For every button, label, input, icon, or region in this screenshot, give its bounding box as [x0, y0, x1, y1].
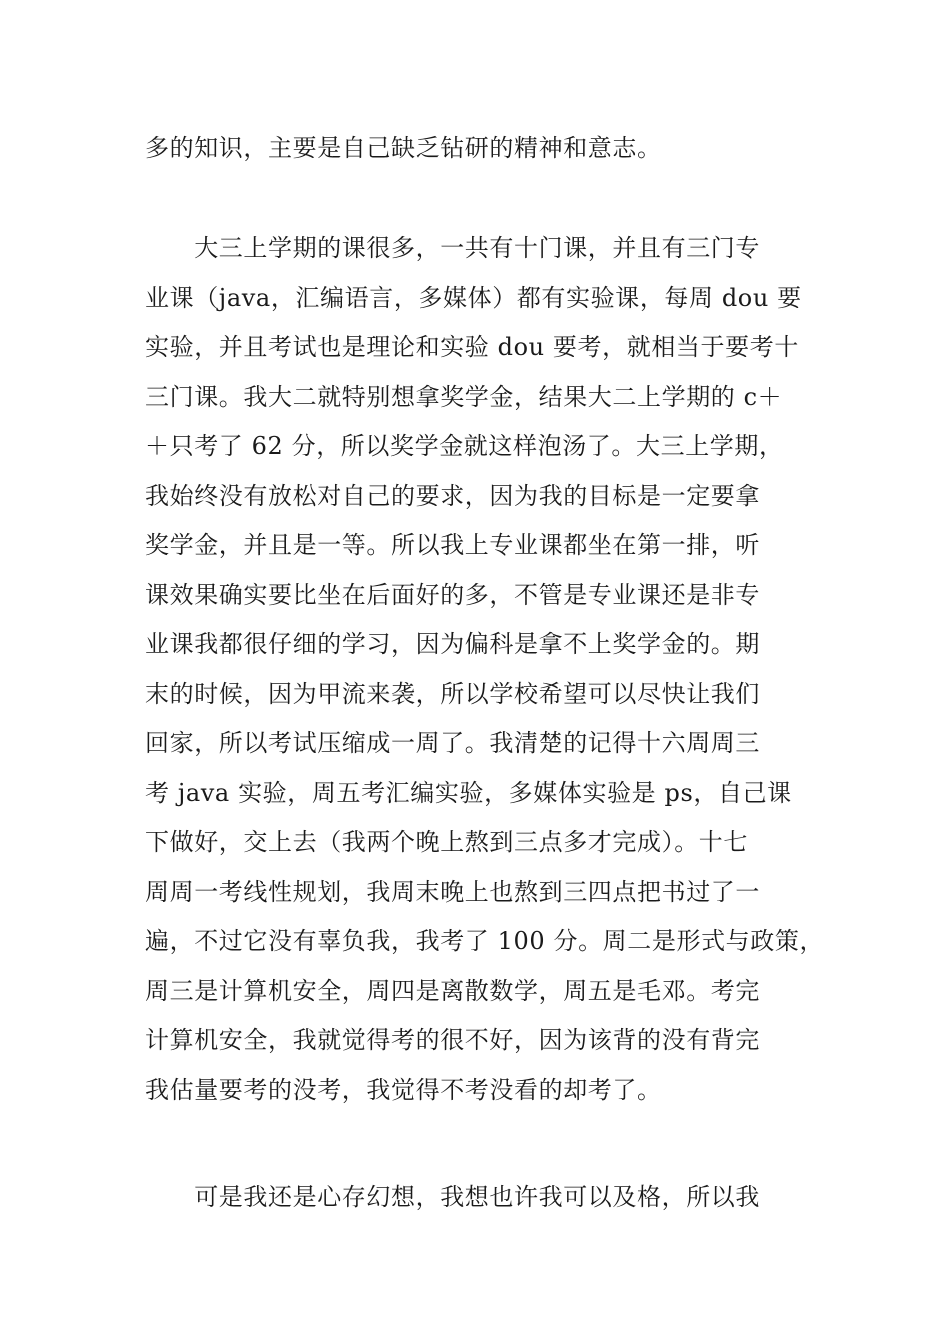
- text-line: 遍，不过它没有辜负我，我考了 100 分。周二是形式与政策，: [145, 927, 825, 955]
- text-line: 实验，并且考试也是理论和实验 dou 要考，就相当于要考十: [145, 333, 799, 361]
- text-line: 末的时候，因为甲流来袭，所以学校希望可以尽快让我们: [145, 679, 760, 708]
- text-line: 周周一考线性规划，我周末晚上也熬到三四点把书过了一: [145, 877, 760, 906]
- text-line: 业课我都很仔细的学习，因为偏科是拿不上奖学金的。期: [145, 630, 760, 658]
- text-line: 下做好，交上去（我两个晚上熬到三点多才完成）。十七: [145, 828, 748, 856]
- text-line: ＋只考了 62 分，所以奖学金就这样泡汤了。大三上学期，: [145, 432, 784, 460]
- text-line: 多的知识，主要是自己缺乏钻研的精神和意志。: [145, 134, 662, 162]
- text-line: 三门课。我大二就特别想拿奖学金，结果大二上学期的 c＋: [145, 382, 783, 411]
- text-line: 奖学金，并且是一等。所以我上专业课都坐在第一排，听: [145, 531, 760, 559]
- paragraph-2: [145, 224, 835, 1115]
- text-line: 业课（java，汇编语言，多媒体）都有实验课，每周 dou 要: [145, 283, 802, 312]
- text-line: 可是我还是心存幻想，我想也许我可以及格，所以我: [145, 1183, 760, 1211]
- paragraph-1: [145, 124, 835, 174]
- text-line: 我始终没有放松对自己的要求，因为我的目标是一定要拿: [145, 481, 760, 510]
- text-line: 大三上学期的课很多，一共有十门课，并且有三门专: [145, 234, 760, 262]
- text-line: 计算机安全，我就觉得考的很不好，因为该背的没有背完: [145, 1026, 760, 1054]
- text-line: 考 java 实验，周五考汇编实验，多媒体实验是 ps，自己课: [145, 778, 792, 807]
- text-line: 回家，所以考试压缩成一周了。我清楚的记得十六周周三: [145, 729, 760, 757]
- text-line: 我估量要考的没考，我觉得不考没看的却考了。: [145, 1075, 662, 1104]
- paragraph-3: [145, 1173, 835, 1223]
- text-line: 课效果确实要比坐在后面好的多，不管是专业课还是非专: [145, 580, 760, 609]
- text-line: 周三是计算机安全，周四是离散数学，周五是毛邓。考完: [145, 976, 760, 1005]
